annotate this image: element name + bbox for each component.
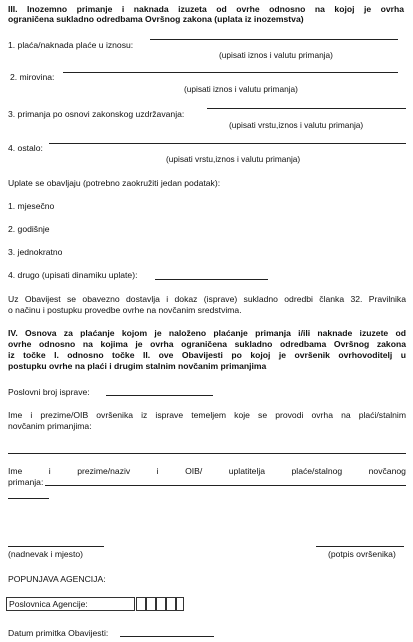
- receipt-date-field[interactable]: [120, 636, 214, 637]
- debtor-signature-field[interactable]: [316, 546, 404, 547]
- item4-hint: (upisati vrstu,iznos i valutu primanja): [166, 154, 301, 164]
- payment-intro: Uplate se obavljaju (potrebno zaokružiti jedan podatak):: [8, 178, 221, 188]
- debtor-line1: Ime i prezime/OIB ovršenika iz isprave temeljem koje se provodi ovrha na plaći/stalnim: [8, 410, 406, 420]
- debtor-field[interactable]: [8, 453, 406, 454]
- item4-label: 4. ostalo:: [8, 143, 43, 153]
- case-number-label: Poslovni broj isprave:: [8, 387, 90, 397]
- agency-heading: POPUNJAVA AGENCIJA:: [8, 574, 106, 584]
- debtor-signature-label: (potpis ovršenika): [328, 549, 396, 559]
- item3-field[interactable]: [207, 108, 406, 109]
- case-number-field[interactable]: [106, 395, 213, 396]
- branch-label: Poslovnica Agencije:: [9, 599, 88, 609]
- note-line2: o načinu i postupku provedbe ovrhe na novčanim sredstvima.: [8, 305, 242, 315]
- section4-line1: IV. Osnova za plaćanje kojom je naloženo plaćanje primanja i/ili naknade izuzete od: [8, 328, 406, 338]
- item3-hint: (upisati vrstu,iznos i valutu primanja): [229, 120, 364, 130]
- payer-word: i: [48, 466, 51, 476]
- branch-code-cell-1[interactable]: [136, 597, 146, 611]
- item2-field[interactable]: [63, 72, 398, 73]
- section3-title-line2: ograničena sukladno odredbama Ovršnog zakona (uplata iz inozemstva): [8, 14, 304, 24]
- section4-line2: ovrhe odnosno na kojima je ovrha ograničena sukladno odredbama Ovršnog zakona: [8, 339, 406, 349]
- item3-label: 3. primanja po osnovi zakonskog uzdržavanja:: [8, 109, 185, 119]
- payer-word: i: [156, 466, 159, 476]
- debtor-line2: novčanim primanjima:: [8, 421, 92, 431]
- payer-line2: primanja:: [8, 477, 44, 487]
- payer-line1: [8, 466, 406, 476]
- item1-label: 1. plaća/naknada plaće u iznosu:: [8, 40, 134, 50]
- item2-label: 2. mirovina:: [10, 72, 55, 82]
- payer-word: prezime/naziv: [77, 466, 131, 476]
- date-place-label: (nadnevak i mjesto): [8, 549, 83, 559]
- item1-field[interactable]: [150, 39, 398, 40]
- payer-word: Ime: [8, 466, 23, 476]
- branch-code-cell-4[interactable]: [166, 597, 176, 611]
- note-line1: Uz Obavijest se obavezno dostavlja i dokaz (isprave) sukladno odredbi članka 32. Pravilnika: [8, 294, 406, 304]
- branch-code-cell-2[interactable]: [146, 597, 156, 611]
- branch-code-cell-3[interactable]: [156, 597, 166, 611]
- freq-once[interactable]: 3. jednokratno: [8, 247, 63, 257]
- freq-other-field[interactable]: [155, 279, 268, 280]
- payer-word: plaće/stalnog: [291, 466, 343, 476]
- payer-word: OIB/: [185, 466, 203, 476]
- section3-title-line1: III. Inozemno primanje i naknada izuzeta od ovrhe odnosno na kojoj je ovrha: [8, 4, 404, 14]
- freq-yearly[interactable]: 2. godišnje: [8, 224, 50, 234]
- section4-line4: postupku ovrhe na plaći i drugim stalnim novčanim primanjima: [8, 361, 267, 371]
- payer-field[interactable]: [45, 485, 406, 486]
- item4-field[interactable]: [49, 143, 406, 144]
- date-place-field[interactable]: [8, 546, 104, 547]
- receipt-date-label: Datum primitka Obavijesti:: [8, 628, 109, 638]
- item1-hint: (upisati iznos i valutu primanja): [219, 50, 333, 60]
- payer-word: uplatitelja: [228, 466, 266, 476]
- payer-field-continued[interactable]: [8, 498, 49, 499]
- payer-word: novčanog: [368, 466, 406, 476]
- freq-monthly[interactable]: 1. mjesečno: [8, 201, 55, 211]
- item2-hint: (upisati iznos i valutu primanja): [184, 84, 298, 94]
- branch-code-cell-5[interactable]: [176, 597, 184, 611]
- section4-line3: iz točke I. odnosno točke II. ove Obavijesti po kojoj je ovršenik ovrhovoditelj u: [8, 350, 406, 360]
- freq-other[interactable]: 4. drugo (upisati dinamiku uplate):: [8, 270, 138, 280]
